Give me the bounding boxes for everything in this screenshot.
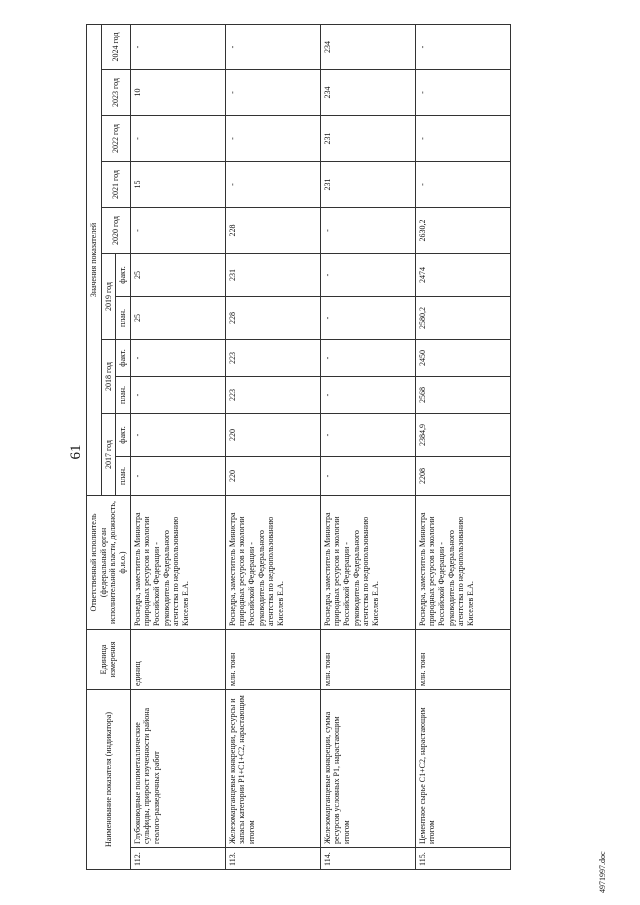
unit-cell: млн. тонн	[415, 629, 510, 689]
value-2020: -	[130, 207, 225, 253]
value-2021: 15	[130, 161, 225, 207]
value-2018-fact: 223	[225, 339, 320, 376]
value-2021: 231	[320, 161, 415, 207]
footer-filename: 4971997.doc	[598, 851, 607, 893]
header-2017-plan: план.	[116, 456, 131, 495]
header-2019: 2019 год	[101, 253, 116, 339]
value-2018-fact: -	[320, 339, 415, 376]
unit-cell: единиц	[130, 629, 225, 689]
value-2024: -	[415, 24, 510, 69]
table-row	[130, 24, 225, 869]
value-2018-plan: -	[130, 376, 225, 413]
responsible-cell: Роснедра, заместитель Министра природных ресурсов и экологии Российской Федерации - руководитель Федерального агентства по недропользованию Киселев Е.А.	[415, 495, 510, 629]
header-values-group: Значения показателей	[87, 24, 102, 495]
header-2018-plan: план.	[116, 376, 131, 413]
value-2019-fact: 2474	[415, 253, 510, 296]
responsible-cell: Роснедра, заместитель Министра природных ресурсов и экологии Российской Федерации - руководитель Федерального агентства по недропользованию Киселев Е.А.	[225, 495, 320, 629]
value-2019-fact: 231	[225, 253, 320, 296]
header-2017-fact: факт.	[116, 413, 131, 456]
responsible-cell: Роснедра, заместитель Министра природных ресурсов и экологии Российской Федерации - руководитель Федерального агентства по недропользованию Киселев Е.А.	[320, 495, 415, 629]
value-2020: 228	[225, 207, 320, 253]
value-2023: -	[225, 69, 320, 115]
value-2019-fact: 25	[130, 253, 225, 296]
page-number: 61	[68, 444, 84, 460]
rotated-table-container	[86, 25, 619, 870]
value-2019-plan: -	[320, 296, 415, 339]
value-2019-plan: 25	[130, 296, 225, 339]
value-2017-fact: 2384,9	[415, 413, 510, 456]
value-2019-plan: 228	[225, 296, 320, 339]
header-unit: Единица измерения	[87, 629, 131, 689]
value-2018-plan: -	[320, 376, 415, 413]
value-2022: -	[225, 115, 320, 161]
header-2019-fact: факт.	[116, 253, 131, 296]
value-2019-plan: 2580,2	[415, 296, 510, 339]
value-2018-fact: -	[130, 339, 225, 376]
value-2017-plan: 2208	[415, 456, 510, 495]
value-2024: -	[225, 24, 320, 69]
header-name: Наименование показателя (индикатора)	[87, 689, 131, 869]
table-row	[225, 24, 320, 869]
value-2023: 10	[130, 69, 225, 115]
value-2024: -	[130, 24, 225, 69]
header-2018: 2018 год	[101, 339, 116, 413]
header-2021: 2021 год	[101, 161, 130, 207]
indicator-name: Железомарганцевые конкреции, сумма ресурсов условных Р1, нарастающим итогом	[320, 689, 415, 847]
value-2023: -	[415, 69, 510, 115]
value-2024: 234	[320, 24, 415, 69]
value-2021: -	[415, 161, 510, 207]
header-responsible: Ответственный исполнитель (федеральный орган исполнительной власти, должность, ф.и.о.)	[87, 495, 131, 629]
table-row	[320, 24, 415, 869]
header-2022: 2022 год	[101, 115, 130, 161]
value-2018-fact: 2450	[415, 339, 510, 376]
header-2019-plan: план.	[116, 296, 131, 339]
value-2022: 231	[320, 115, 415, 161]
value-2017-fact: -	[320, 413, 415, 456]
value-2023: 234	[320, 69, 415, 115]
value-2017-plan: -	[320, 456, 415, 495]
responsible-cell: Роснедра, заместитель Министра природных ресурсов и экологии Российской Федерации - руководитель Федерального агентства по недропользованию Киселев Е.А.	[130, 495, 225, 629]
value-2017-plan: -	[130, 456, 225, 495]
header-2018-fact: факт.	[116, 339, 131, 376]
row-number: 114.	[320, 848, 415, 870]
indicator-name: Глубоководные полиметаллические сульфиды, прирост изученности района геолого-разведочных работ	[130, 689, 225, 847]
value-2022: -	[415, 115, 510, 161]
value-2020: 2630,2	[415, 207, 510, 253]
header-2023: 2023 год	[101, 69, 130, 115]
indicators-table	[86, 24, 511, 870]
table-row	[415, 24, 510, 869]
value-2017-plan: 220	[225, 456, 320, 495]
row-number: 115.	[415, 848, 510, 870]
unit-cell: млн. тонн	[320, 629, 415, 689]
value-2018-plan: 223	[225, 376, 320, 413]
header-2020: 2020 год	[101, 207, 130, 253]
unit-cell: млн. тонн	[225, 629, 320, 689]
value-2019-fact: -	[320, 253, 415, 296]
indicator-name: Железомарганцевые конкреции, ресурсы и запасы категории Р1+С1+С2, нарастающим итогом	[225, 689, 320, 847]
value-2018-plan: 2568	[415, 376, 510, 413]
row-number: 113.	[225, 848, 320, 870]
value-2021: -	[225, 161, 320, 207]
row-number: 112.	[130, 848, 225, 870]
value-2017-fact: -	[130, 413, 225, 456]
value-2020: -	[320, 207, 415, 253]
header-2017: 2017 год	[101, 413, 116, 495]
value-2017-fact: 220	[225, 413, 320, 456]
value-2022: -	[130, 115, 225, 161]
indicator-name: Цементное сырье С1+С2, нарастающим итогом	[415, 689, 510, 847]
header-2024: 2024 год	[101, 24, 130, 69]
